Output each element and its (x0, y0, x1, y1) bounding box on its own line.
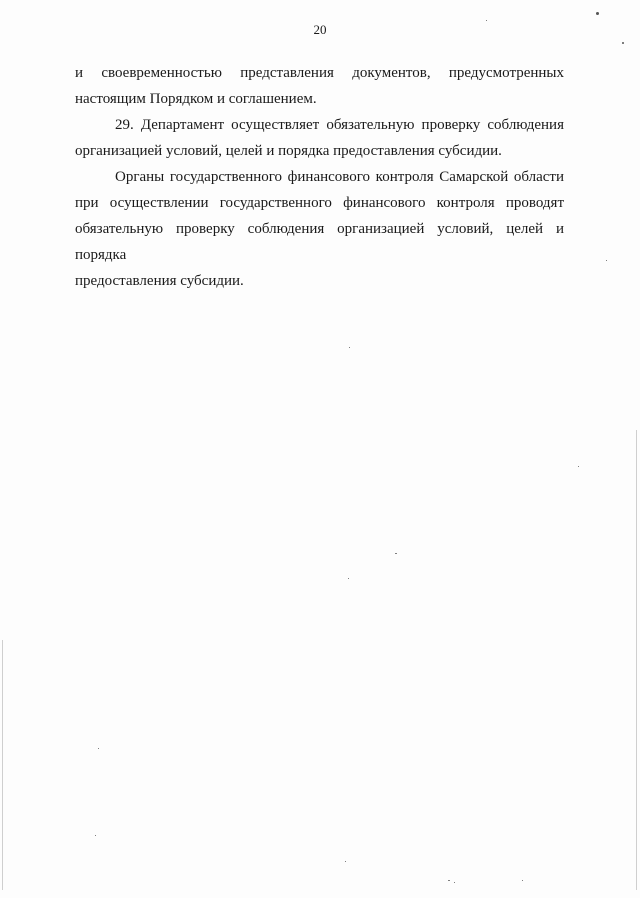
text-line: обязательную проверку соблюдения организацией условий, целей и порядка (75, 221, 564, 263)
scan-speck (98, 748, 99, 749)
paragraph-continuation (75, 60, 564, 112)
text-line: Органы государственного финансового контроля Самарской области (115, 169, 564, 185)
text-line: при осуществлении государственного финансового контроля проводят (75, 195, 564, 211)
scan-speck (596, 12, 599, 15)
text-line: организацией условий, целей и порядка предоставления субсидии. (75, 143, 502, 159)
scan-speck (578, 466, 579, 467)
scan-speck (345, 861, 346, 862)
paragraph-item-29 (75, 112, 564, 164)
scan-edge-line (2, 640, 3, 890)
text-line: настоящим Порядком и соглашением. (75, 91, 317, 107)
page-number: 20 (313, 22, 327, 37)
scan-speck (95, 835, 96, 836)
scan-speck (622, 42, 624, 44)
scan-speck (348, 578, 349, 579)
scan-speck (606, 260, 607, 261)
text-line: предоставления субсидии. (75, 273, 244, 289)
scan-edge-line (636, 430, 637, 890)
text-line: 29. Департамент осуществляет обязательную проверку соблюдения (115, 117, 564, 133)
scan-speck (395, 553, 397, 554)
document-body (75, 60, 564, 294)
scan-speck (448, 880, 450, 881)
text-line: и своевременностью представления документов, предусмотренных (75, 65, 564, 81)
paragraph-control-bodies (75, 164, 564, 294)
scan-speck (522, 880, 523, 881)
scan-speck (454, 882, 455, 883)
scan-speck (486, 20, 487, 21)
scan-speck (349, 347, 350, 348)
